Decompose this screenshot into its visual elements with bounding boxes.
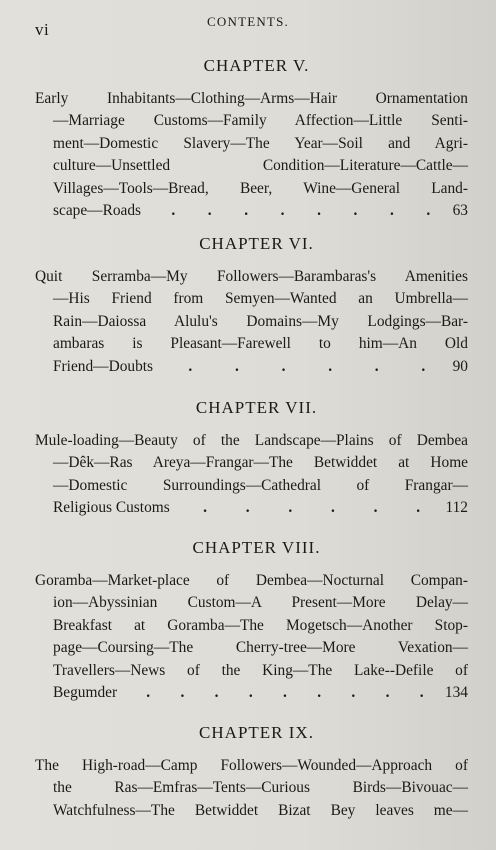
- contents-line: ion—Abyssinian Custom—A Present—More Delay—: [53, 594, 468, 612]
- dot-leader: . . . . . . . .: [171, 202, 431, 220]
- dot-leader: . . . . . .: [188, 357, 426, 375]
- contents-line: —Dêk—Ras Areya—Frangar—The Betwiddet at Home: [53, 454, 468, 472]
- contents-line: the Ras—Emfras—Tents—Curious Birds—Bivouac—: [53, 779, 468, 797]
- chapter-title: CHAPTER VIII.: [192, 538, 321, 557]
- chapter-ix-section: [35, 723, 468, 822]
- chapter-title: CHAPTER IX.: [199, 723, 314, 742]
- page-number: vi: [35, 20, 50, 39]
- contents-line-text: Religious Customs: [53, 499, 170, 517]
- contents-last-line: [35, 200, 468, 222]
- page-reference: 134: [444, 684, 468, 702]
- contents-line-text: Friend—Doubts: [53, 357, 154, 375]
- chapter-vi-section: [35, 234, 468, 378]
- contents-line: Rain—Daiossa Alulu's Domains—My Lodgings—Bar-: [53, 312, 468, 330]
- chapter-title: CHAPTER VII.: [195, 398, 318, 417]
- contents-last-line: [35, 497, 468, 519]
- page-reference: 112: [445, 499, 468, 517]
- contents-line: page—Coursing—The Cherry-tree—More Vexation—: [53, 639, 468, 657]
- contents-line: Travellers—News of the King—The Lake--Defile of: [53, 661, 468, 679]
- chapter-title: CHAPTER VI.: [199, 234, 314, 253]
- contents-line-text: scape—Roads: [53, 202, 142, 220]
- page-reference: 63: [452, 202, 468, 220]
- chapter-title: CHAPTER V.: [203, 56, 310, 75]
- contents-line: Quit Serramba—My Followers—Barambaras's Amenities: [35, 268, 468, 285]
- contents-line: ambaras is Pleasant—Farewell to him—An Old: [53, 335, 468, 353]
- contents-line: Goramba—Market-place of Dembea—Nocturnal Compan-: [35, 572, 468, 589]
- contents-line: Mule-loading—Beauty of the Landscape—Plains of Dembea: [35, 432, 468, 449]
- contents-line: —Domestic Surroundings—Cathedral of Frangar—: [53, 476, 468, 494]
- contents-last-line: [35, 682, 468, 704]
- chapter-vii-section: [35, 398, 468, 520]
- contents-last-line: [35, 356, 468, 378]
- contents-line: —Marriage Customs—Family Affection—Little Senti-: [53, 112, 468, 130]
- contents-line: Villages—Tools—Bread, Beer, Wine—General Land-: [53, 179, 468, 197]
- chapter-viii-section: [35, 538, 468, 704]
- chapter-v-section: [35, 56, 468, 222]
- page-reference: 90: [452, 357, 468, 375]
- running-head: CONTENTS.: [207, 14, 289, 29]
- contents-line: ment—Domestic Slavery—The Year—Soil and Agri-: [53, 134, 468, 152]
- page-header: [0, 12, 496, 42]
- contents-line-text: Begumder: [53, 684, 118, 702]
- contents-line: Watchfulness—The Betwiddet Bizat Bey leaves me—: [53, 801, 468, 819]
- contents-line: —His Friend from Semyen—Wanted an Umbrella—: [53, 290, 468, 308]
- dot-leader: . . . . . . . . .: [146, 684, 424, 702]
- contents-line: The High-road—Camp Followers—Wounded—Approach of: [35, 757, 468, 774]
- contents-line: Early Inhabitants—Clothing—Arms—Hair Ornamentation: [35, 90, 468, 107]
- contents-line: culture—Unsettled Condition—Literature—Cattle—: [53, 157, 468, 175]
- dot-leader: . . . . . .: [203, 499, 421, 517]
- contents-line: Breakfast at Goramba—The Mogetsch—Another Stop-: [53, 616, 468, 634]
